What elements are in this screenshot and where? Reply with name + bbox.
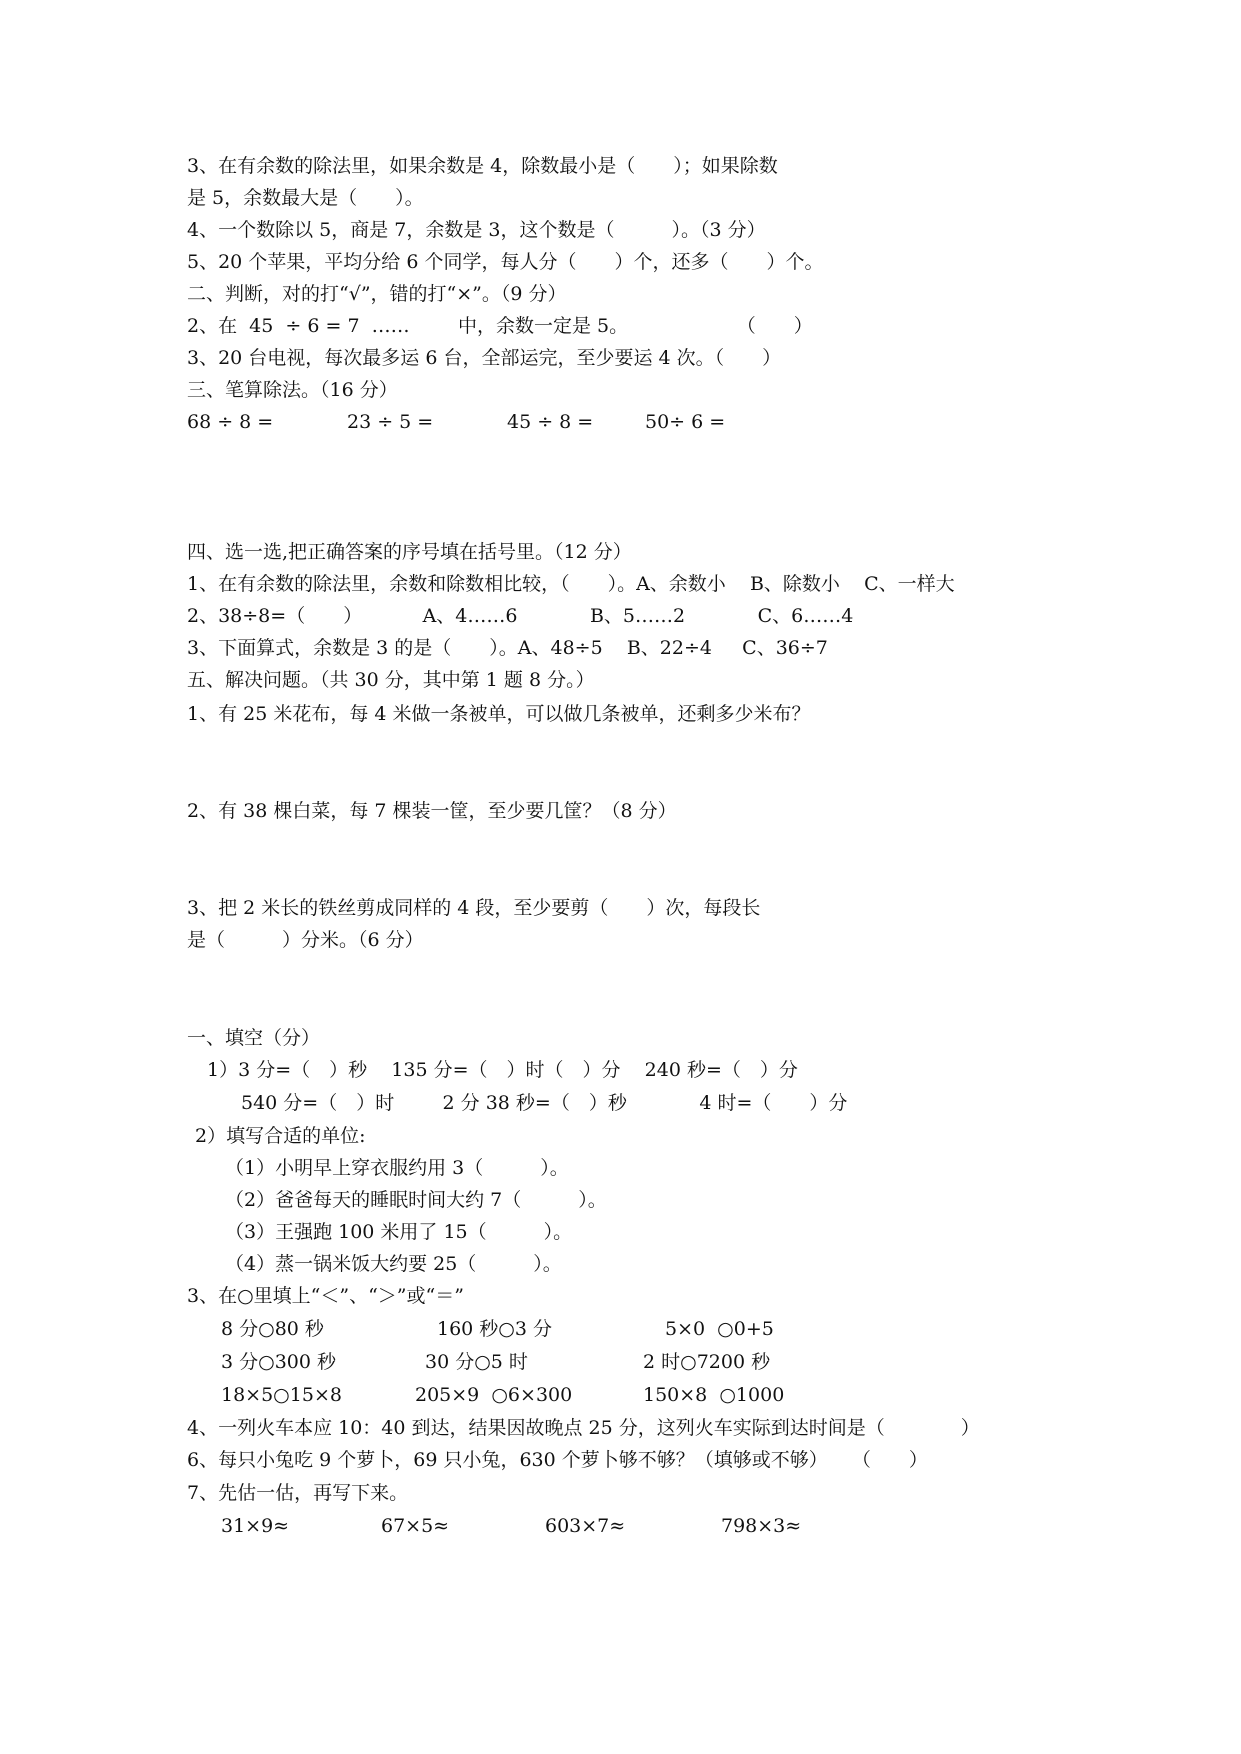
problem-3-line2: 是（ ）分米。（6 分） (187, 929, 424, 951)
question-3-line2: 是 5，余数最大是（ ）。 (187, 187, 424, 209)
compare-item: 3 分○300 秒 (221, 1351, 337, 1373)
judge-question-3: 3、20 台电视，每次最多运 6 台，全部运完，至少要运 4 次。（ ） (187, 347, 782, 369)
judge-question-2: 2、在 45 ÷ 6 = 7 …… 中，余数一定是 5。 （ ） (187, 315, 813, 337)
part2-section-1-heading: 一、填空（分） (187, 1027, 321, 1049)
question-4: 4、一个数除以 5，商是 7，余数是 3，这个数是（ ）。（3 分） (187, 219, 766, 241)
unit-question-4: （4）蒸一锅米饭大约要 25（ ）。 (225, 1253, 562, 1275)
compare-item: 205×9 ○6×300 (415, 1384, 573, 1406)
section-4-heading: 四、选一选,把正确答案的序号填在括号里。（12 分） (187, 541, 632, 563)
problem-1: 1、有 25 米花布，每 4 米做一条被单，可以做几条被单，还剩多少米布？ (187, 703, 811, 725)
calc-1: 68 ÷ 8 = (187, 411, 274, 433)
compare-item: 2 时○7200 秒 (643, 1351, 771, 1373)
compare-item: 150×8 ○1000 (643, 1384, 785, 1406)
estimate-item: 67×5≈ (381, 1515, 450, 1537)
estimate-item: 31×9≈ (221, 1515, 290, 1537)
question-5: 5、20 个苹果，平均分给 6 个同学，每人分（ ）个，还多（ ）个。 (187, 251, 824, 273)
unit-question-1: （1）小明早上穿衣服约用 3（ ）。 (225, 1157, 569, 1179)
section-5-heading: 五、解决问题。（共 30 分，其中第 1 题 8 分。） (187, 669, 595, 691)
compare-item: 30 分○5 时 (425, 1351, 528, 1373)
calc-2: 23 ÷ 5 = (347, 411, 434, 433)
units-heading: 2）填写合适的单位: (195, 1125, 366, 1147)
choice-question-3: 3、下面算式，余数是 3 的是（ ）。A、48÷5 B、22÷4 C、36÷7 (187, 637, 828, 659)
question-3-line1: 3、在有余数的除法里，如果余数是 4，除数最小是（ ）；如果除数 (187, 155, 778, 177)
question-4-train: 4、一列火车本应 10：40 到达，结果因故晚点 25 分，这列火车实际到达时间是（ ） (187, 1417, 980, 1439)
calc-4: 50÷ 6 = (645, 411, 726, 433)
choice-question-2: 2、38÷8=（ ） A、4……6 B、5……2 C、6……4 (187, 605, 854, 627)
section-2-heading: 二、判断，对的打“√”，错的打“×”。（9 分） (187, 283, 567, 305)
section-3-heading: 三、笔算除法。（16 分） (187, 379, 398, 401)
problem-3-line1: 3、把 2 米长的铁丝剪成同样的 4 段，至少要剪（ ）次，每段长 (187, 897, 761, 919)
choice-question-1: 1、在有余数的除法里，余数和除数相比较，（ ）。A、余数小 B、除数小 C、一样大 (187, 573, 955, 595)
unit-question-3: （3）王强跑 100 米用了 15（ ）。 (225, 1221, 573, 1243)
question-6-rabbits: 6、每只小兔吃 9 个萝卜，69 只小兔，630 个萝卜够不够？（填够或不够） （ ） (187, 1449, 928, 1471)
compare-item: 8 分○80 秒 (221, 1318, 324, 1340)
question-7-heading: 7、先估一估，再写下来。 (187, 1482, 409, 1504)
compare-item: 160 秒○3 分 (437, 1318, 553, 1340)
compare-item: 5×0 ○0+5 (665, 1318, 774, 1340)
problem-2: 2、有 38 棵白菜，每 7 棵装一筐，至少要几筐？（8 分） (187, 800, 677, 822)
unit-question-2: （2）爸爸每天的睡眠时间大约 7（ ）。 (225, 1189, 607, 1211)
time-conversion-row-1: 1）3 分=（ ）秒 135 分=（ ）时（ ）分 240 秒=（ ）分 (207, 1059, 798, 1081)
compare-heading: 3、在○里填上“＜”、“＞”或“＝” (187, 1285, 464, 1307)
estimate-item: 798×3≈ (721, 1515, 802, 1537)
estimate-item: 603×7≈ (545, 1515, 626, 1537)
time-conversion-row-2: 540 分=（ ）时 2 分 38 秒=（ ）秒 4 时=（ ）分 (241, 1092, 848, 1114)
compare-item: 18×5○15×8 (221, 1384, 342, 1406)
calc-3: 45 ÷ 8 = (507, 411, 594, 433)
